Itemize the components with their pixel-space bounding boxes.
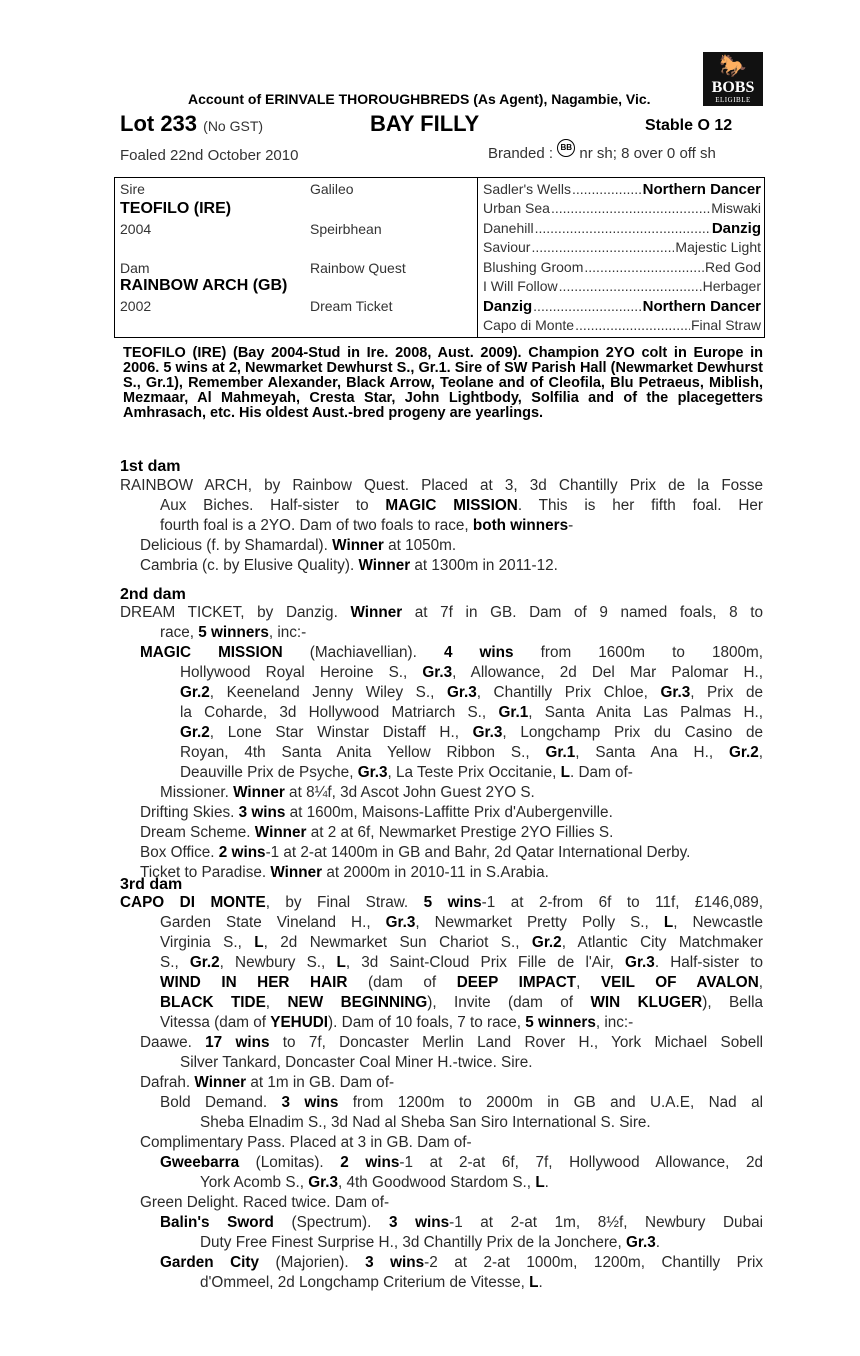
text-segment: , Santa Anita Las Palmas H.,	[528, 704, 763, 721]
brand-description	[488, 145, 716, 162]
pedigree-text-line	[200, 1233, 660, 1253]
pedigree-text-line	[140, 1033, 763, 1053]
emphasis-text: CAPO DI MONTE	[120, 894, 266, 911]
pedigree-ancestor-sire: Final Straw	[690, 317, 761, 333]
text-segment: -1 at 2-from 6f to 11f, £146,089,	[481, 894, 763, 911]
text-segment: Royan, 4th Santa Anita Yellow Ribbon S.,	[180, 744, 546, 761]
leader-dots	[551, 200, 710, 216]
emphasis-text: Gr.2	[531, 934, 562, 951]
pedigree-text-line	[200, 1173, 549, 1193]
branded-label: Branded :	[488, 145, 554, 162]
leader-dots	[533, 298, 641, 314]
text-segment: , Prix de	[690, 684, 763, 701]
text-segment: , inc:-	[595, 1014, 634, 1031]
text-segment: .	[655, 1234, 660, 1251]
text-segment: , 2d Newmarket Sun Chariot S.,	[263, 934, 532, 951]
text-segment: Missioner.	[160, 784, 234, 801]
text-segment: Duty Free Finest Surprise H., 3d Chantilly Prix de la Jonchere,	[200, 1234, 626, 1251]
pedigree-text-line	[160, 973, 763, 993]
text-segment: to 7f, Doncaster Merlin Land Rover H., York Michael Sobell	[269, 1034, 764, 1051]
pedigree-text-line	[160, 933, 763, 953]
pedigree-text-line	[180, 1053, 533, 1073]
text-segment: at 1m in GB. Dam of-	[246, 1074, 395, 1091]
emphasis-text: 17 wins	[205, 1034, 270, 1051]
text-segment: . Half-sister to	[654, 954, 764, 971]
pedigree-text-line	[140, 843, 690, 863]
text-segment: -1 at 2-at 6f, 7f, Hollywood Allowance, 2d	[399, 1154, 764, 1171]
emphasis-text: Gr.2	[180, 684, 210, 701]
emphasis-text: WIND IN HER HAIR	[160, 974, 348, 991]
pedigree-text-line	[160, 1253, 763, 1273]
emphasis-text: L	[336, 954, 346, 971]
pedigree-text-line	[140, 1073, 394, 1093]
pedigree-text-line	[160, 1013, 633, 1033]
text-segment: at 1600m, Maisons-Laffitte Prix d'Aubergenville.	[285, 804, 613, 821]
emphasis-text: Gr.2	[728, 744, 759, 761]
pedigree-text-line	[140, 643, 763, 663]
emphasis-text: 5 winners	[525, 1014, 596, 1031]
sire-dam: Speirbhean	[310, 221, 382, 237]
bobs-eligible-logo	[703, 52, 763, 106]
text-segment: Vitessa (dam of	[160, 1014, 271, 1031]
text-segment: DREAM TICKET, by Danzig.	[120, 604, 351, 621]
text-segment: at 1300m in 2011-12.	[410, 557, 558, 574]
pedigree-text-line	[140, 1193, 389, 1213]
emphasis-text: Gr.3	[308, 1174, 339, 1191]
pedigree-text-line	[140, 823, 613, 843]
pedigree-text-line	[180, 703, 763, 723]
text-segment: , Allowance, 2d Del Mar Palomar H.,	[452, 664, 764, 681]
pedigree-ancestor: Blushing Groom	[483, 259, 584, 275]
text-segment: , Newmarket Pretty Polly S.,	[415, 914, 664, 931]
text-segment: . Dam of-	[570, 764, 633, 781]
pedigree-ancestor: Capo di Monte	[483, 317, 575, 333]
emphasis-text: Gr.2	[189, 954, 220, 971]
text-segment: ). Dam of 10 foals, 7 to race,	[328, 1014, 526, 1031]
text-segment: , Santa Ana H.,	[575, 744, 729, 761]
text-segment: , Longchamp Prix du Casino de	[502, 724, 763, 741]
text-segment: York Acomb S.,	[200, 1174, 309, 1191]
text-segment: -	[568, 517, 574, 534]
emphasis-text: 3 wins	[365, 1254, 425, 1271]
emphasis-text: MAGIC MISSION	[140, 644, 283, 661]
pedigree-grandparent-row	[483, 298, 761, 315]
emphasis-text: Gr.3	[660, 684, 691, 701]
stable-number: Stable O 12	[645, 117, 733, 134]
emphasis-text: Winner	[332, 537, 384, 554]
emphasis-text: VEIL OF AVALON	[600, 974, 759, 991]
text-segment: Dafrah.	[140, 1074, 195, 1091]
pedigree-text-line	[180, 743, 763, 763]
second-dam-heading: 2nd dam	[120, 586, 186, 603]
pedigree-text-line	[200, 1113, 651, 1133]
text-segment: Silver Tankard, Doncaster Coal Miner H.-twice. Sire.	[180, 1054, 533, 1071]
lot-label: Lot 233	[120, 111, 198, 136]
emphasis-text: Winner	[254, 824, 307, 841]
emphasis-text: WIN KLUGER	[590, 994, 703, 1011]
lot-number	[120, 111, 263, 137]
text-segment: (dam of	[347, 974, 457, 991]
emphasis-text: Gr.3	[385, 914, 416, 931]
text-segment: .	[538, 1274, 543, 1291]
dam-sire: Rainbow Quest	[310, 260, 406, 276]
leader-dots	[531, 239, 674, 255]
emphasis-text: Gr.3	[625, 954, 655, 971]
text-segment: Bold Demand.	[160, 1094, 282, 1111]
text-segment: RAINBOW ARCH, by Rainbow Quest. Placed at 3, 3d Chantilly Prix de la Fosse	[120, 477, 763, 494]
leader-dots	[572, 181, 642, 197]
pedigree-table	[114, 177, 765, 338]
pedigree-text-line	[180, 723, 763, 743]
text-segment: ,	[758, 974, 764, 991]
pedigree-grandparent-row	[483, 181, 761, 198]
emphasis-text: Gr.1	[498, 704, 529, 721]
pedigree-text-line	[180, 663, 763, 683]
dam-dam: Dream Ticket	[310, 298, 393, 314]
pedigree-ancestor: Sadler's Wells	[483, 181, 571, 197]
text-segment: S.,	[160, 954, 190, 971]
brand-mark-icon: BB	[557, 139, 575, 157]
pedigree-ancestor-sire: Red God	[704, 259, 761, 275]
text-segment: at 1050m.	[383, 537, 457, 554]
emphasis-text: DEEP IMPACT	[456, 974, 577, 991]
emphasis-text: both winners	[472, 517, 569, 534]
text-segment: d'Ommeel, 2d Longchamp Criterium de Vitesse,	[200, 1274, 530, 1291]
text-segment: Cambria (c. by Elusive Quality).	[140, 557, 359, 574]
pedigree-grandparent-row	[483, 317, 761, 333]
emphasis-text: NEW BEGINNING	[287, 994, 428, 1011]
text-segment: (Spectrum).	[273, 1214, 389, 1231]
pedigree-text-line	[120, 476, 763, 496]
dam-label: Dam	[120, 260, 150, 276]
text-segment: at 7f in GB. Dam of 9 named foals, 8 to	[402, 604, 763, 621]
text-segment: Aux Biches. Half-sister to	[160, 497, 386, 514]
first-dam-heading: 1st dam	[120, 458, 181, 475]
text-segment: Box Office.	[140, 844, 219, 861]
emphasis-text: Winner	[358, 557, 411, 574]
emphasis-text: 4 wins	[443, 644, 514, 661]
branded-rest: nr sh; 8 over 0 off sh	[579, 145, 716, 162]
emphasis-text: YEHUDI	[270, 1014, 329, 1031]
horse-sex-colour: BAY FILLY	[370, 111, 480, 136]
text-segment: from 1200m to 2000m in GB and U.A.E, Nad al	[338, 1094, 763, 1111]
text-segment: , inc:-	[268, 624, 307, 641]
text-segment: la Coharde, 3d Hollywood Matriarch S.,	[180, 704, 499, 721]
dam-year: 2002	[120, 298, 152, 314]
text-segment: ,	[265, 994, 288, 1011]
sire-sire: Galileo	[310, 181, 354, 197]
emphasis-text: L	[560, 764, 570, 781]
text-segment: ), Invite (dam of	[427, 994, 591, 1011]
logo-subtext: ELIGIBLE	[715, 96, 751, 104]
text-segment: . This is her fifth foal. Her	[517, 497, 764, 514]
text-segment: , La Teste Prix Occitanie,	[387, 764, 561, 781]
text-segment: (Machiavellian).	[282, 644, 444, 661]
text-segment: , Atlantic City Matchmaker	[561, 934, 763, 951]
text-segment: race,	[160, 624, 199, 641]
text-segment: , Newbury S.,	[219, 954, 337, 971]
pedigree-text-line	[160, 1213, 763, 1233]
emphasis-text: Winner	[194, 1074, 247, 1091]
text-segment: Complimentary Pass. Placed at 3 in GB. Dam of-	[140, 1134, 472, 1151]
emphasis-text: Gr.2	[180, 724, 210, 741]
text-segment: Deauville Prix de Psyche,	[180, 764, 358, 781]
dam-name: RAINBOW ARCH (GB)	[120, 277, 288, 294]
emphasis-text: 3 wins	[281, 1094, 339, 1111]
text-segment: , Lone Star Winstar Distaff H.,	[209, 724, 473, 741]
emphasis-text: Gr.1	[545, 744, 576, 761]
text-segment: ,	[576, 974, 601, 991]
logo-text: BOBS	[711, 79, 755, 96]
pedigree-ancestor-sire: Danzig	[711, 220, 761, 237]
gst-note: (No GST)	[203, 118, 264, 134]
text-segment: -1 at 2-at 1m, 8½f, Newbury Dubai	[449, 1214, 763, 1231]
text-segment: Ticket to Paradise.	[140, 864, 271, 881]
pedigree-ancestor-sire: Northern Dancer	[642, 181, 761, 198]
pedigree-grandparent-row	[483, 259, 761, 275]
text-segment: ), Bella	[702, 994, 763, 1011]
leader-dots	[559, 278, 702, 294]
pedigree-grandparent-row	[483, 200, 761, 216]
pedigree-text-line	[140, 556, 558, 576]
text-segment: , 4th Goodwood Stardom S.,	[338, 1174, 536, 1191]
text-segment: (Majorien).	[258, 1254, 366, 1271]
pedigree-text-line	[140, 803, 613, 823]
emphasis-text: 3 wins	[388, 1214, 450, 1231]
pedigree-text-line	[160, 623, 306, 643]
emphasis-text: Gr.3	[357, 764, 388, 781]
pedigree-text-line	[160, 1153, 763, 1173]
text-segment: Green Delight. Raced twice. Dam of-	[140, 1194, 390, 1211]
text-segment: at 8¼f, 3d Ascot John Guest 2YO S.	[284, 784, 535, 801]
text-segment: -2 at 2-at 1000m, 1200m, Chantilly Prix	[424, 1254, 763, 1271]
pedigree-ancestor: I Will Follow	[483, 278, 558, 294]
sire-label: Sire	[120, 181, 145, 197]
text-segment: from 1600m to 1800m,	[513, 644, 763, 661]
pedigree-text-line	[140, 1133, 472, 1153]
emphasis-text: Winner	[233, 784, 285, 801]
pedigree-text-line	[200, 1273, 543, 1293]
third-dam-heading: 3rd dam	[120, 876, 183, 893]
leader-dots	[575, 317, 690, 333]
text-segment: Daawe.	[140, 1034, 206, 1051]
leader-dots	[535, 220, 711, 236]
emphasis-text: L	[663, 914, 674, 931]
text-segment: , Newcastle	[673, 914, 764, 931]
emphasis-text: Balin's Sword	[160, 1214, 274, 1231]
pedigree-text-line	[140, 536, 456, 556]
emphasis-text: Gr.3	[625, 1234, 656, 1251]
emphasis-text: 5 wins	[423, 894, 482, 911]
pedigree-grandparent-row	[483, 239, 761, 255]
text-segment: at 2000m in 2010-11 in S.Arabia.	[322, 864, 549, 881]
emphasis-text: Gr.3	[472, 724, 503, 741]
sire-biography: TEOFILO (IRE) (Bay 2004-Stud in Ire. 2008, Aust. 2009). Champion 2YO colt in Europe in 2006. 5 wins at 2, Newmarket Dewhurst S., Gr.1. Sire of SW Parish Hall (Newmarket Dewhurst S., Gr.1), Remember Alexander, Black Arrow, Teolane and of Cleofila, Blu Petraeus, Miblish, Mezmaar, Al Mahmeyah, Cresta Star, John Lightbody, Solfilia and of the placegetters Amhrasach, etc. His oldest Aust.-bred progeny are yearlings.	[123, 345, 763, 421]
emphasis-text: L	[529, 1274, 539, 1291]
pedigree-ancestor-sire: Majestic Light	[675, 239, 761, 255]
text-segment: Drifting Skies.	[140, 804, 239, 821]
emphasis-text: Winner	[350, 604, 403, 621]
text-segment: ,	[758, 744, 763, 761]
pedigree-grandparent-row	[483, 220, 761, 237]
pedigree-text-line	[160, 516, 573, 536]
text-segment: .	[544, 1174, 549, 1191]
sire-name: TEOFILO (IRE)	[120, 200, 232, 217]
text-segment: Delicious (f. by Shamardal).	[140, 537, 333, 554]
pedigree-ancestor: Saviour	[483, 239, 531, 255]
emphasis-text: Gr.3	[446, 684, 477, 701]
text-segment: , Keeneland Jenny Wiley S.,	[209, 684, 447, 701]
text-segment: at 2 at 6f, Newmarket Prestige 2YO Fillies S.	[306, 824, 614, 841]
text-segment: (Lomitas).	[239, 1154, 341, 1171]
emphasis-text: L	[254, 934, 264, 951]
emphasis-text: Gweebarra	[160, 1154, 240, 1171]
emphasis-text: MAGIC MISSION	[385, 497, 518, 514]
pedigree-text-line	[120, 893, 763, 913]
text-segment: Dream Scheme.	[140, 824, 255, 841]
text-segment: Virginia S.,	[160, 934, 255, 951]
emphasis-text: 3 wins	[238, 804, 286, 821]
foaled-date: Foaled 22nd October 2010	[120, 147, 299, 164]
text-segment: Hollywood Royal Heroine S.,	[180, 664, 423, 681]
emphasis-text: L	[535, 1174, 545, 1191]
pedigree-ancestor-sire: Miswaki	[711, 200, 761, 216]
text-segment: , Chantilly Prix Chloe,	[476, 684, 661, 701]
vendor-account: Account of ERINVALE THOROUGHBREDS (As Agent), Nagambie, Vic.	[188, 91, 651, 107]
emphasis-text: Gr.3	[422, 664, 453, 681]
pedigree-text-line	[160, 953, 763, 973]
text-segment: Garden State Vineland H.,	[160, 914, 386, 931]
pedigree-ancestor-sire: Northern Dancer	[642, 298, 761, 315]
pedigree-grandparent-row	[483, 278, 761, 294]
emphasis-text: 2 wins	[218, 844, 266, 861]
pedigree-divider	[477, 178, 478, 337]
text-segment: Sheba Elnadim S., 3d Nad al Sheba San Siro International S. Sire.	[200, 1114, 651, 1131]
pedigree-ancestor: Danehill	[483, 220, 534, 236]
pedigree-text-line	[160, 913, 763, 933]
leader-dots	[584, 259, 704, 275]
emphasis-text: BLACK TIDE	[160, 994, 266, 1011]
pedigree-text-line	[160, 1093, 763, 1113]
emphasis-text: 2 wins	[340, 1154, 400, 1171]
pedigree-text-line	[180, 683, 763, 703]
text-segment: fourth foal is a 2YO. Dam of two foals to race,	[160, 517, 473, 534]
emphasis-text: Garden City	[160, 1254, 259, 1271]
pedigree-text-line	[120, 603, 763, 623]
pedigree-text-line	[160, 783, 535, 803]
pedigree-text-line	[160, 993, 763, 1013]
pedigree-ancestor: Danzig	[483, 298, 533, 315]
emphasis-text: 5 winners	[198, 624, 269, 641]
text-segment: -1 at 2-at 1400m in GB and Bahr, 2d Qatar International Derby.	[265, 844, 691, 861]
pedigree-text-line	[180, 763, 633, 783]
pedigree-text-line	[140, 863, 549, 883]
text-segment: , 3d Saint-Cloud Prix Fille de l'Air,	[345, 954, 626, 971]
text-segment: , by Final Straw.	[265, 894, 424, 911]
pedigree-ancestor-sire: Herbager	[702, 278, 761, 294]
pedigree-text-line	[160, 496, 763, 516]
emphasis-text: Winner	[270, 864, 323, 881]
horse-racing-icon: 🐎	[719, 53, 747, 78]
pedigree-ancestor: Urban Sea	[483, 200, 550, 216]
sire-year: 2004	[120, 221, 152, 237]
